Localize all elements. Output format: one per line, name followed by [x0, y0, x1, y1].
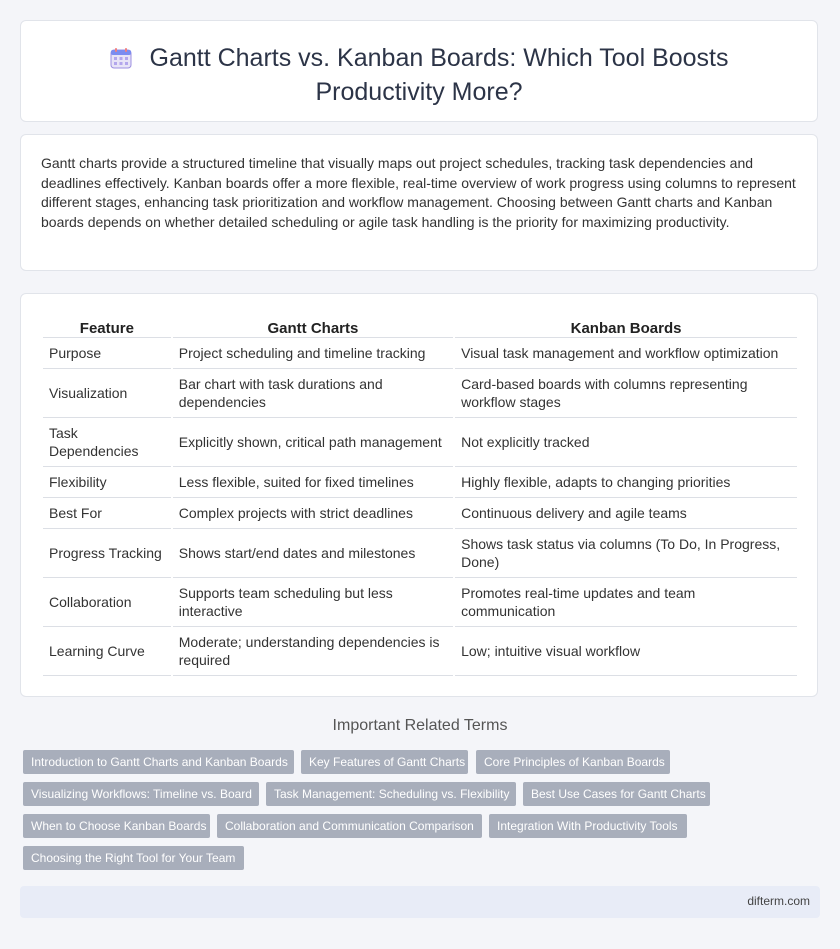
related-terms-title: Important Related Terms [332, 717, 508, 734]
footer-brand[interactable]: difterm.com [747, 894, 810, 908]
cell-gantt: Moderate; understanding dependencies is required [173, 627, 453, 676]
title-card [20, 20, 818, 122]
cell-kanban: Low; intuitive visual workflow [455, 627, 797, 676]
cell-feature: Purpose [43, 338, 171, 369]
related-tag[interactable]: Introduction to Gantt Charts and Kanban Boards [23, 750, 294, 774]
related-tag[interactable]: When to Choose Kanban Boards [23, 814, 210, 838]
calendar-icon [110, 46, 132, 77]
cell-feature: Visualization [43, 369, 171, 418]
cell-feature: Learning Curve [43, 627, 171, 676]
cell-gantt: Explicitly shown, critical path management [173, 418, 453, 467]
table-row [43, 529, 797, 578]
header-feature: Feature [43, 315, 171, 338]
table-header-row [43, 315, 797, 338]
footer [20, 886, 820, 918]
page-title [51, 43, 787, 108]
cell-gantt: Less flexible, suited for fixed timelines [173, 467, 453, 498]
related-tag[interactable]: Task Management: Scheduling vs. Flexibility [266, 782, 516, 806]
related-tag[interactable]: Integration With Productivity Tools [489, 814, 687, 838]
related-tag[interactable]: Key Features of Gantt Charts [301, 750, 468, 774]
cell-gantt: Supports team scheduling but less interactive [173, 578, 453, 627]
cell-kanban: Continuous delivery and agile teams [455, 498, 797, 529]
related-tag[interactable]: Core Principles of Kanban Boards [476, 750, 670, 774]
cell-feature: Progress Tracking [43, 529, 171, 578]
cell-feature: Flexibility [43, 467, 171, 498]
table-row [43, 369, 797, 418]
comparison-table [41, 315, 799, 676]
summary-text: Gantt charts provide a structured timeline that visually maps out project schedules, tracking task dependencies and deadlines effectively. Kanban boards offer a more flexible, real-time overview of work progress using columns to represent different stages, enhancing task prioritization and workflow management. Choosing between Gantt charts and Kanban boards depends on whether detailed scheduling or agile task handling is the priority for maximizing productivity. [41, 155, 796, 230]
cell-kanban: Highly flexible, adapts to changing priorities [455, 467, 797, 498]
related-tag[interactable]: Best Use Cases for Gantt Charts [523, 782, 710, 806]
cell-gantt: Bar chart with task durations and dependencies [173, 369, 453, 418]
cell-kanban: Visual task management and workflow optimization [455, 338, 797, 369]
table-row [43, 498, 797, 529]
related-tag[interactable]: Visualizing Workflows: Timeline vs. Board [23, 782, 259, 806]
related-tag[interactable]: Choosing the Right Tool for Your Team [23, 846, 244, 870]
header-gantt: Gantt Charts [173, 315, 453, 338]
cell-kanban: Promotes real-time updates and team communication [455, 578, 797, 627]
cell-feature: Collaboration [43, 578, 171, 627]
table-row [43, 418, 797, 467]
header-kanban: Kanban Boards [455, 315, 797, 338]
cell-feature: Task Dependencies [43, 418, 171, 467]
cell-gantt: Complex projects with strict deadlines [173, 498, 453, 529]
title-wrap [51, 43, 787, 108]
cell-kanban: Shows task status via columns (To Do, In Progress, Done) [455, 529, 797, 578]
cell-kanban: Card-based boards with columns representing workflow stages [455, 369, 797, 418]
cell-gantt: Project scheduling and timeline tracking [173, 338, 453, 369]
cell-kanban: Not explicitly tracked [455, 418, 797, 467]
comparison-table-card [20, 293, 818, 697]
related-tag[interactable]: Collaboration and Communication Comparison [217, 814, 482, 838]
summary-card [20, 134, 818, 271]
page-title-text: Gantt Charts vs. Kanban Boards: Which Tool Boosts Productivity More? [149, 44, 729, 106]
table-row [43, 627, 797, 676]
table-row [43, 467, 797, 498]
table-row [43, 578, 797, 627]
table-row [43, 338, 797, 369]
cell-feature: Best For [43, 498, 171, 529]
cell-gantt: Shows start/end dates and milestones [173, 529, 453, 578]
